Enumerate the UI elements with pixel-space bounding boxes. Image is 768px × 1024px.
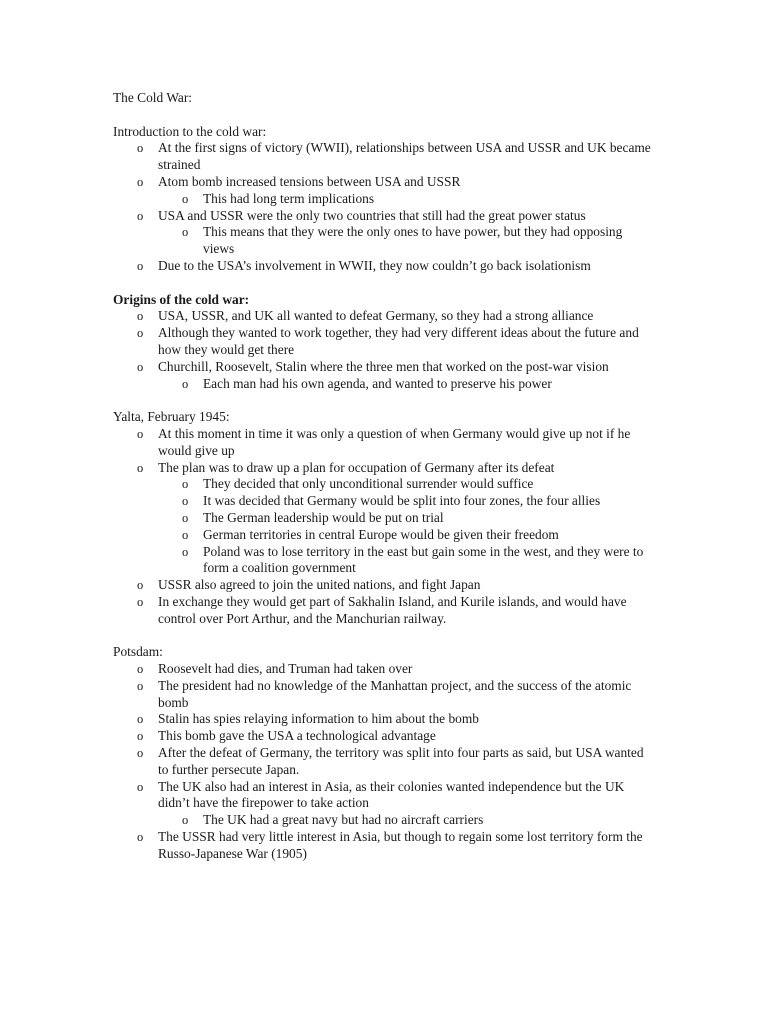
list-item: [113, 745, 653, 779]
list-item: [113, 208, 653, 225]
bullet-icon: o: [182, 813, 189, 828]
bullet-icon: o: [137, 326, 144, 341]
list-item: [113, 577, 653, 594]
blank-line: [113, 107, 653, 124]
bullet-list: [113, 308, 653, 392]
list-item-text: Atom bomb increased tensions between USA and USSR: [158, 173, 461, 189]
section: [113, 124, 653, 275]
sub-list-item: [113, 510, 653, 527]
list-item-text: USA and USSR were the only two countries that still had the great power status: [158, 207, 586, 223]
bullet-icon: o: [182, 225, 189, 240]
document-body: [113, 90, 653, 863]
bullet-icon: o: [137, 208, 144, 223]
bullet-icon: o: [137, 746, 144, 761]
list-item-text: This bomb gave the USA a technological advantage: [158, 728, 436, 744]
bullet-icon: o: [182, 494, 189, 509]
list-item: [113, 174, 653, 191]
bullet-icon: o: [182, 544, 189, 559]
sub-list-item: [113, 544, 653, 578]
sub-list-item: [113, 476, 653, 493]
bullet-icon: o: [182, 527, 189, 542]
list-item-text: USA, USSR, and UK all wanted to defeat Germany, so they had a strong alliance: [158, 308, 594, 324]
list-item: [113, 308, 653, 325]
list-item-text: The UK also had an interest in Asia, as their colonies wanted independence but the UK didn’t have the firepower to take action: [158, 778, 625, 811]
bullet-icon: o: [137, 309, 144, 324]
bullet-icon: o: [137, 779, 144, 794]
list-item-text: Although they wanted to work together, they had very different ideas about the future and how they would get there: [158, 325, 639, 357]
list-item: [113, 678, 653, 712]
list-item: [113, 426, 653, 460]
bullet-icon: o: [182, 477, 189, 492]
sub-list-item-text: They decided that only unconditional surrender would suffice: [203, 476, 534, 492]
sub-list-item: [113, 812, 653, 829]
bullet-icon: o: [137, 729, 144, 744]
section: [113, 409, 653, 627]
bullet-list: [113, 426, 653, 628]
section-heading: Introduction to the cold war:: [113, 123, 267, 139]
list-item-text: The USSR had very little interest in Asia, but though to regain some lost territory form the Russo-Japanese War (1905): [158, 829, 643, 861]
bullet-list: [113, 140, 653, 274]
bullet-icon: o: [137, 678, 144, 693]
list-item-text: Churchill, Roosevelt, Stalin where the three men that worked on the post-war vision: [158, 358, 609, 374]
list-item: [113, 325, 653, 359]
list-item-text: Roosevelt had dies, and Truman had taken over: [158, 661, 413, 677]
bullet-icon: o: [137, 594, 144, 609]
bullet-icon: o: [137, 359, 144, 374]
list-item: [113, 779, 653, 813]
list-item-text: The president had no knowledge of the Manhattan project, and the success of the atomic bomb: [158, 677, 632, 710]
section: [113, 644, 653, 862]
bullet-icon: o: [137, 141, 144, 156]
list-item: [113, 829, 653, 863]
blank-line: [113, 275, 653, 292]
bullet-icon: o: [137, 578, 144, 593]
list-item: [113, 711, 653, 728]
list-item: [113, 258, 653, 275]
section: [113, 292, 653, 393]
sub-list-item: [113, 527, 653, 544]
sub-list-item: [113, 191, 653, 208]
list-item-text: Due to the USA’s involvement in WWII, they now couldn’t go back isolationism: [158, 257, 591, 273]
bullet-icon: o: [182, 191, 189, 206]
bullet-icon: o: [137, 258, 144, 273]
sub-list-item: [113, 493, 653, 510]
bullet-icon: o: [137, 662, 144, 677]
blank-line: [113, 392, 653, 409]
document-title: The Cold War:: [113, 90, 193, 105]
bullet-list: [113, 661, 653, 863]
sections-container: [113, 124, 653, 863]
list-item-text: After the defeat of Germany, the territory was split into four parts as said, but USA wanted to further persecute Japan.: [158, 745, 644, 777]
list-item-text: Stalin has spies relaying information to him about the bomb: [158, 711, 479, 727]
list-item-text: USSR also agreed to join the united nations, and fight Japan: [158, 577, 481, 593]
bullet-icon: o: [137, 830, 144, 845]
sub-list-item-text: German territories in central Europe would be given their freedom: [203, 526, 559, 542]
list-item-text: The plan was to draw up a plan for occupation of Germany after its defeat: [158, 459, 555, 475]
bullet-icon: o: [137, 426, 144, 441]
sub-list-item-text: Poland was to lose territory in the east but gain some in the west, and they were to form a coalition government: [203, 543, 644, 576]
list-item: [113, 661, 653, 678]
bullet-icon: o: [182, 376, 189, 391]
sub-list-item-text: This means that they were the only ones to have power, but they had opposing views: [203, 224, 623, 257]
sub-list-item: [113, 224, 653, 258]
sub-list-item-text: Each man had his own agenda, and wanted to preserve his power: [203, 375, 552, 391]
list-item: [113, 728, 653, 745]
sub-list-item: [113, 376, 653, 393]
section-heading: Origins of the cold war:: [113, 291, 250, 307]
list-item-text: In exchange they would get part of Sakhalin Island, and Kurile islands, and would have control over Port Arthur, and the Manchurian railway.: [158, 593, 627, 626]
list-item: [113, 140, 653, 174]
sub-list-item-text: This had long term implications: [203, 190, 375, 206]
sub-list-item-text: The UK had a great navy but had no aircraft carriers: [203, 812, 484, 828]
sub-list-item-text: The German leadership would be put on trial: [203, 509, 444, 525]
bullet-icon: o: [137, 712, 144, 727]
section-heading: Potsdam:: [113, 644, 163, 660]
blank-line: [113, 628, 653, 645]
bullet-icon: o: [137, 460, 144, 475]
list-item: [113, 594, 653, 628]
sub-list-item-text: It was decided that Germany would be split into four zones, the four allies: [203, 493, 601, 509]
list-item-text: At this moment in time it was only a question of when Germany would give up not if he would give up: [158, 425, 631, 458]
section-heading: Yalta, February 1945:: [113, 409, 230, 425]
bullet-icon: o: [182, 510, 189, 525]
list-item: [113, 359, 653, 376]
list-item-text: At the first signs of victory (WWII), relationships between USA and USSR and UK became strained: [158, 140, 651, 173]
list-item: [113, 460, 653, 477]
bullet-icon: o: [137, 174, 144, 189]
